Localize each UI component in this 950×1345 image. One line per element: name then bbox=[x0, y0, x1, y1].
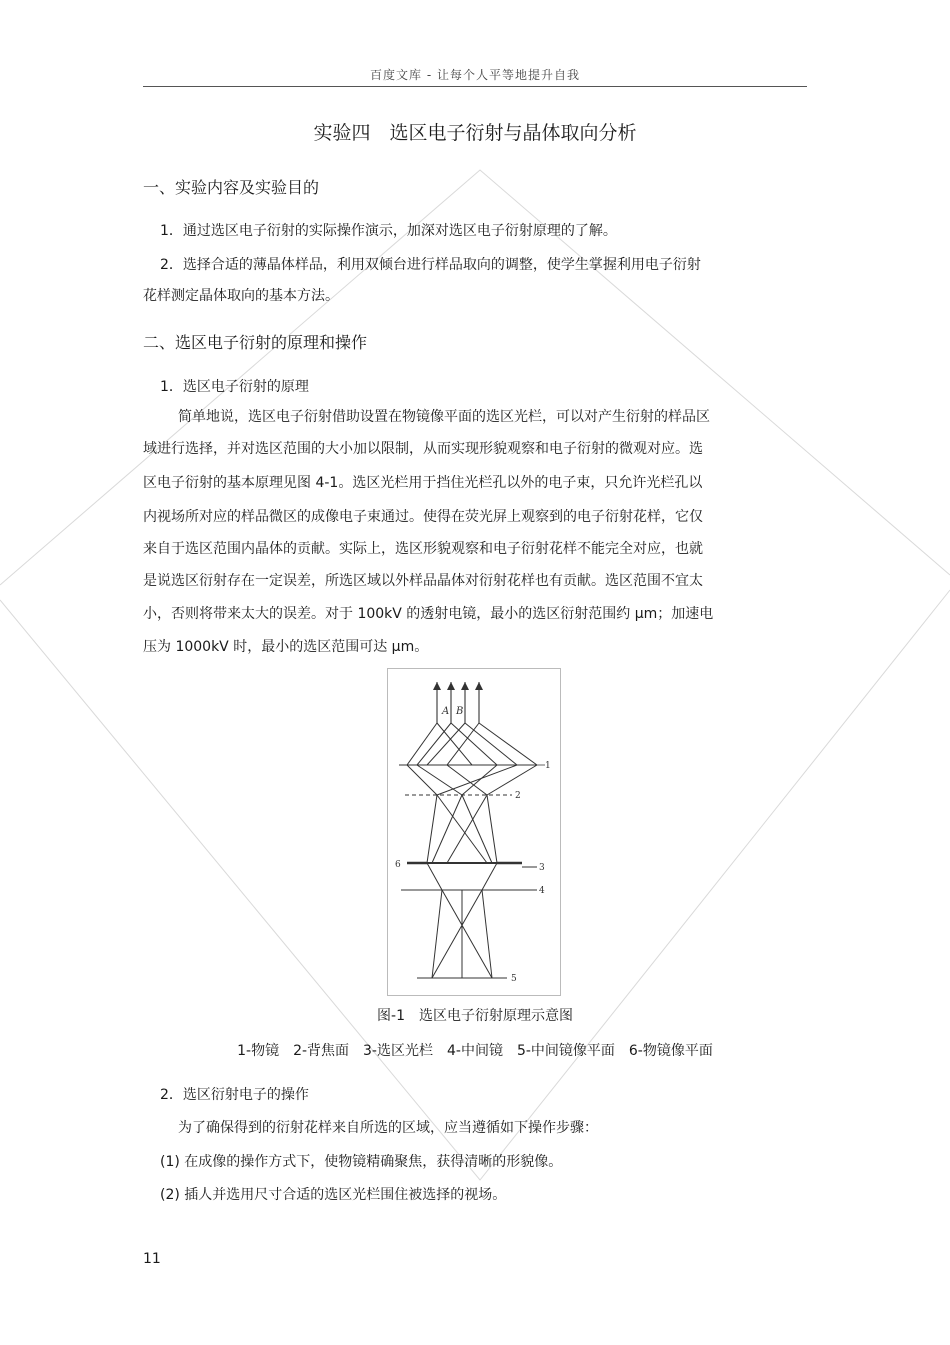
figure-caption: 图-1 选区电子衍射原理示意图 bbox=[377, 1008, 573, 1024]
page-number: 11 bbox=[143, 1251, 161, 1267]
ray-diagram-figure bbox=[387, 668, 561, 996]
body-line: 小，否则将带来太大的误差。对于 100kV 的透射电镜，最小的选区衍射范围约 μm；加速电 bbox=[143, 606, 714, 622]
section-heading-1: 一、实验内容及实验目的 bbox=[143, 178, 320, 197]
beam-label-a: A bbox=[442, 706, 450, 717]
page-header: 百度文库 - 让每个人平等地提升自我 bbox=[370, 68, 580, 82]
body-line: 是说选区衍射存在一定误差，所选区域以外样品晶体对衍射花样也有贡献。选区范围不宜太 bbox=[143, 573, 703, 589]
subsection-heading-1: 1．选区电子衍射的原理 bbox=[160, 379, 309, 395]
figure-legend: 1-物镜 2-背焦面 3-选区光栏 4-中间镜 5-中间镜像平面 6-物镜像平面 bbox=[237, 1043, 713, 1059]
page-title: 实验四 选区电子衍射与晶体取向分析 bbox=[313, 122, 637, 144]
label-1: 1 bbox=[545, 761, 551, 771]
label-6: 6 bbox=[395, 860, 401, 870]
paragraph-item-2-cont: 花样测定晶体取向的基本方法。 bbox=[143, 288, 339, 304]
body-line: 压为 1000kV 时，最小的选区范围可达 μm。 bbox=[143, 639, 429, 655]
paragraph-item-1: 1．通过选区电子衍射的实际操作演示，加深对选区电子衍射原理的了解。 bbox=[160, 223, 617, 239]
beam-label-b: B bbox=[456, 706, 464, 717]
header-rule bbox=[143, 86, 807, 87]
body-line: 域进行选择，并对选区范围的大小加以限制，从而实现形貌观察和电子衍射的微观对应。选 bbox=[143, 441, 703, 457]
label-5: 5 bbox=[511, 974, 517, 984]
subsection-heading-2: 2．选区衍射电子的操作 bbox=[160, 1087, 309, 1103]
body-line: 内视场所对应的样品微区的成像电子束通过。使得在荧光屏上观察到的电子衍射花样，它仅 bbox=[143, 509, 703, 525]
body-line: 区电子衍射的基本原理见图 4-1。选区光栏用于挡住光栏孔以外的电子束，只允许光栏孔以 bbox=[143, 475, 703, 491]
label-4: 4 bbox=[539, 886, 545, 896]
paragraph-item-2: 2．选择合适的薄晶体样品，利用双倾台进行样品取向的调整，使学生掌握利用电子衍射 bbox=[160, 257, 701, 273]
label-2: 2 bbox=[515, 791, 521, 801]
step-item-2: (2) 插人并选用尺寸合适的选区光栏围住被选择的视场。 bbox=[160, 1187, 507, 1203]
body-line: 为了确保得到的衍射花样来自所选的区域，应当遵循如下操作步骤： bbox=[178, 1120, 598, 1136]
body-line: 来自于选区范围内晶体的贡献。实际上，选区形貌观察和电子衍射花样不能完全对应，也就 bbox=[143, 541, 703, 557]
section-heading-2: 二、选区电子衍射的原理和操作 bbox=[143, 333, 368, 352]
body-line: 简单地说，选区电子衍射借助设置在物镜像平面的选区光栏，可以对产生衍射的样品区 bbox=[178, 409, 710, 425]
step-item-1: (1) 在成像的操作方式下，使物镜精确聚焦，获得清晰的形貌像。 bbox=[160, 1154, 563, 1170]
label-3: 3 bbox=[539, 863, 545, 873]
